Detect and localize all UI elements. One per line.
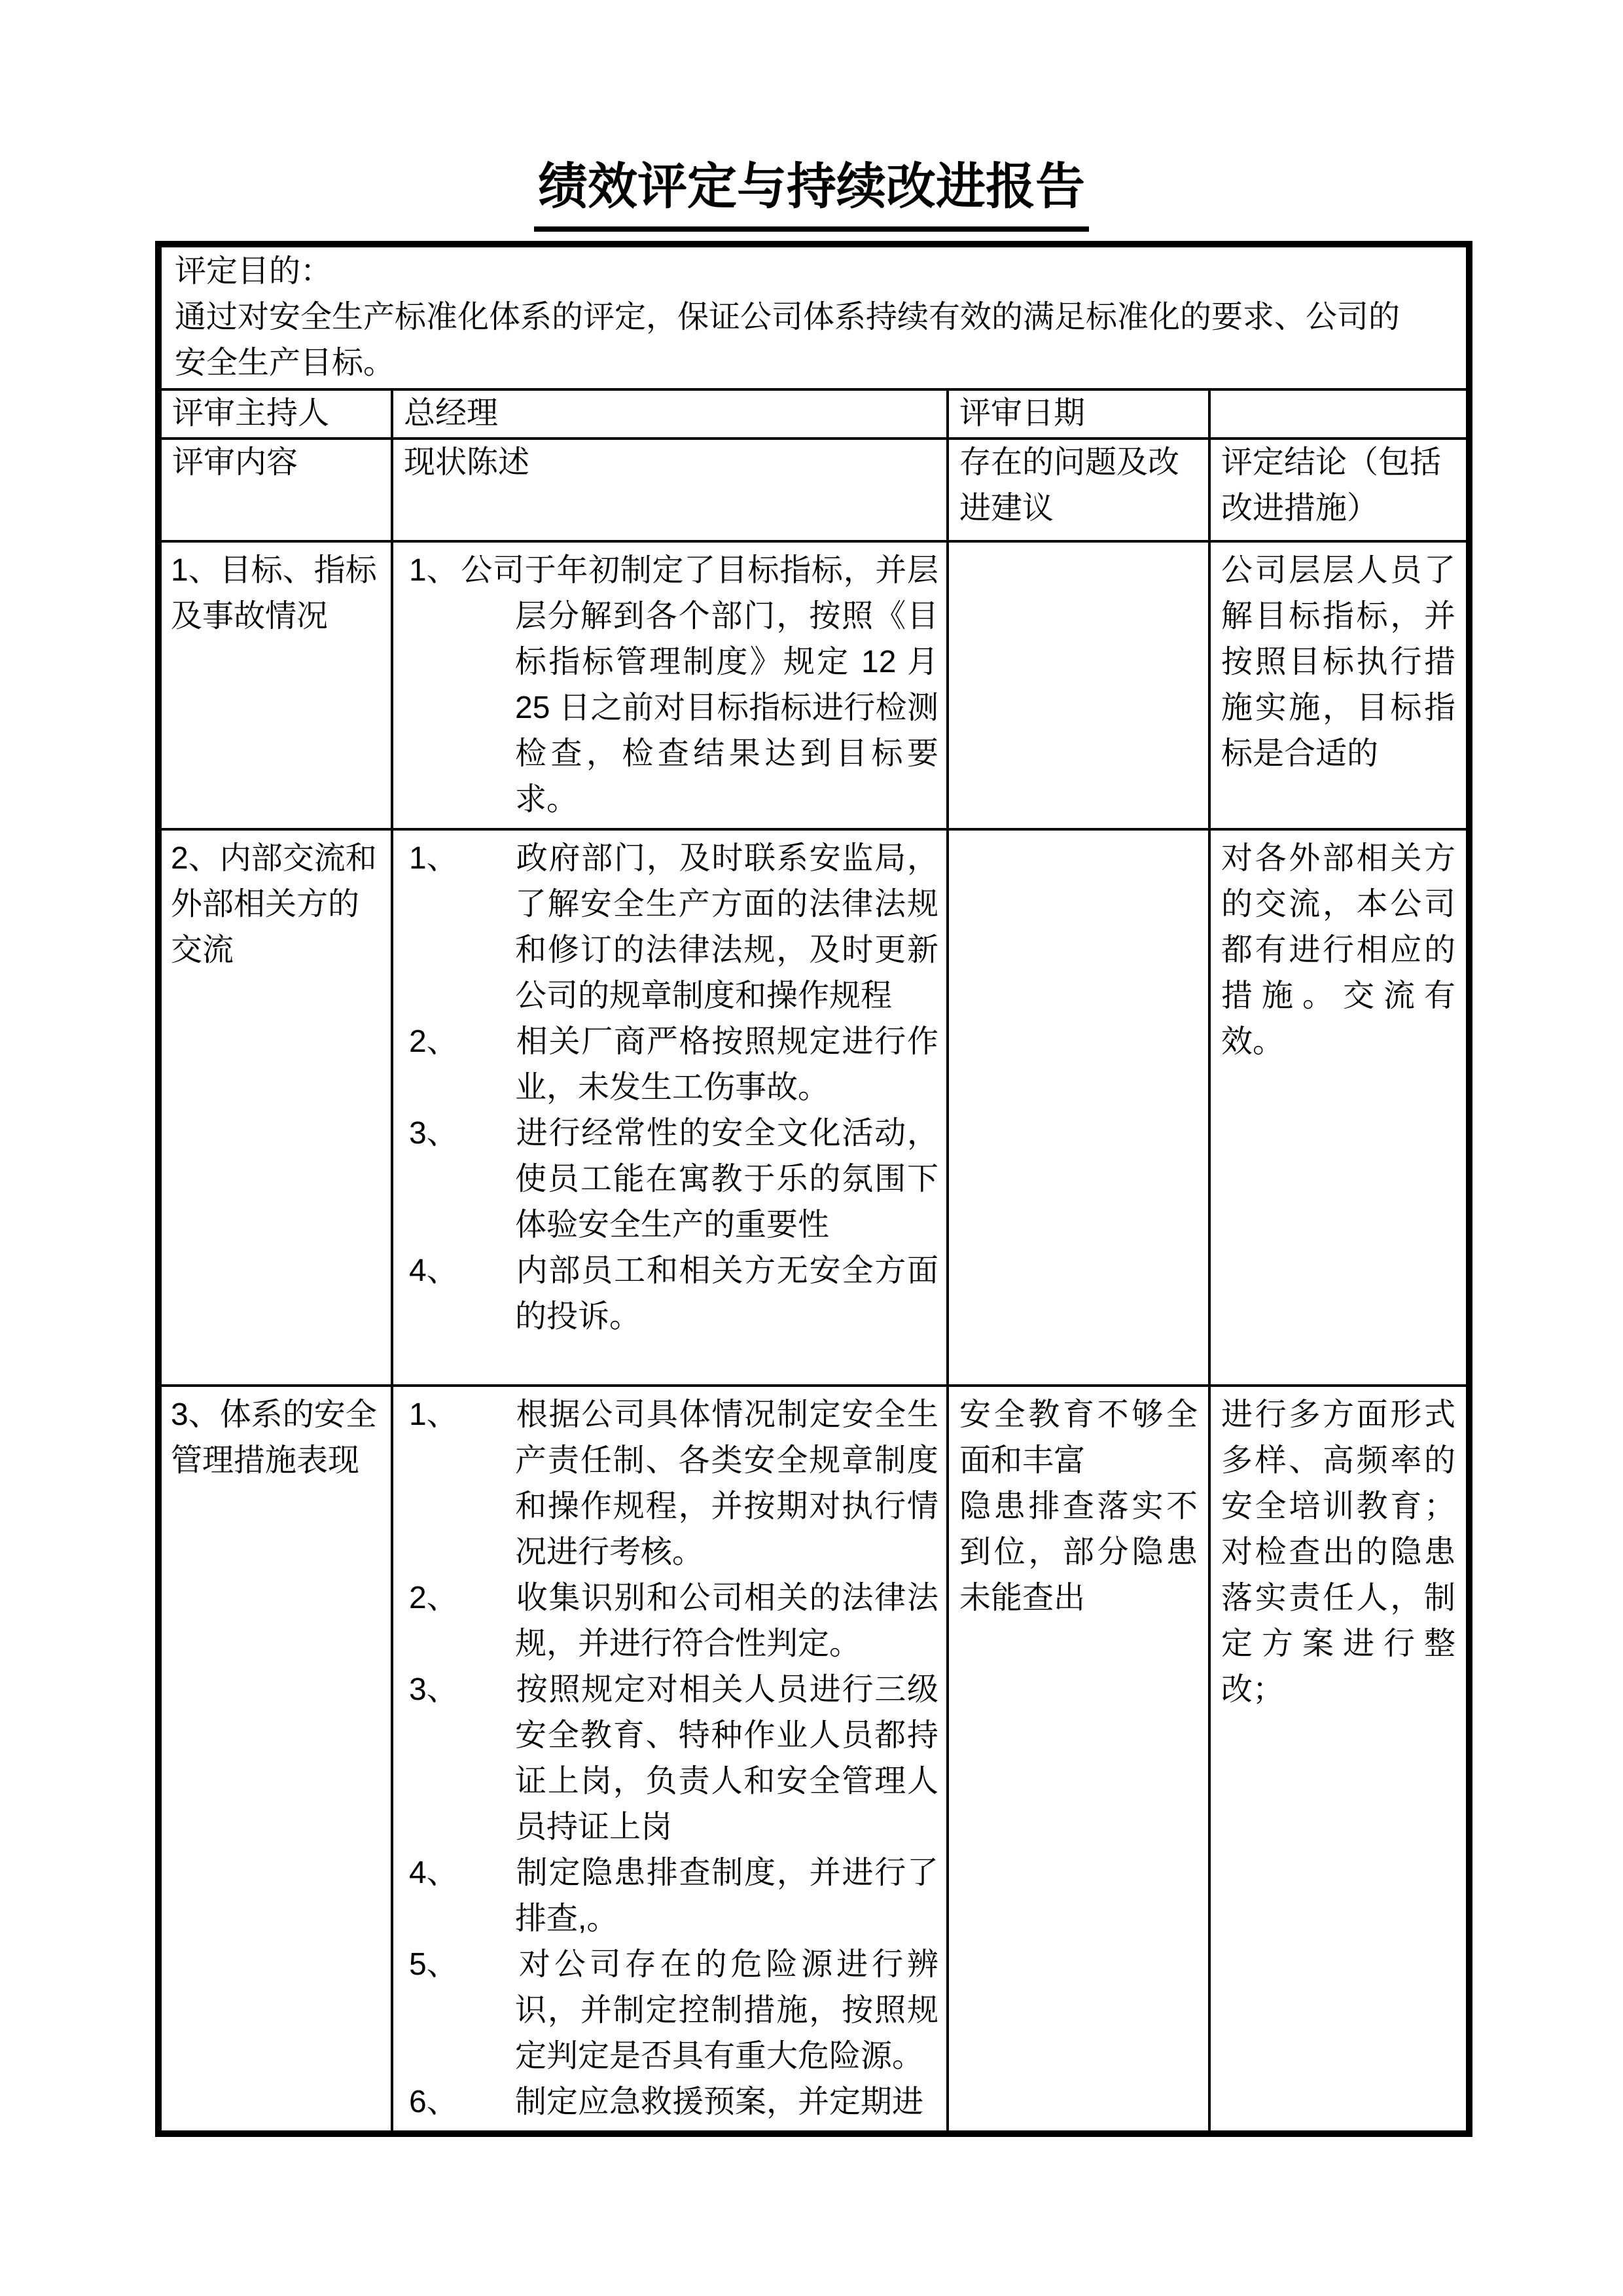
status-item [409,2079,938,2125]
problem-text: 隐患排查落实不到位，部分隐患未能查出 [959,1489,1198,1615]
header-problems: 存在的问题及改进建议 [948,439,1209,541]
item-number: 4、 [409,1856,458,1890]
conclusion-text: 进行多方面形式多样、高频率的安全培训教育；对检查出的隐患落实责任人，制定方案进行整改； [1221,1397,1456,1707]
item-text: 相关厂商严格按照规定进行作业，未发生工伤事故。 [515,1024,938,1105]
status-cell [392,829,948,1386]
conclusion-cell [1209,1386,1469,2134]
status-item [409,1392,938,1575]
problems-cell [948,829,1209,1386]
item-number: 3、 [409,1116,458,1151]
page-title [0,153,1623,232]
item-text: 收集识别和公司相关的法律法规，并进行符合性判定。 [515,1581,938,1661]
item-text: 制定隐患排查制度，并进行了排查,。 [515,1856,938,1936]
date-label-cell: 评审日期 [948,389,1209,439]
status-item [409,836,938,1019]
item-text: 根据公司具体情况制定安全生产责任制、各类安全规章制度和操作规程，并按期对执行情况进行考核。 [515,1397,938,1570]
item-number: 4、 [409,1253,458,1288]
item-number: 3、 [409,1672,458,1707]
host-row [158,389,1469,439]
problems-cell [948,541,1209,829]
status-item [409,548,938,823]
status-item [409,1850,938,1942]
table-row-goals [158,541,1469,829]
item-number: 1、 [409,553,458,588]
category-cell: 1、目标、指标及事故情况 [158,541,392,829]
item-number: 2、 [409,1581,458,1615]
report-table [155,241,1472,2137]
table-row-communication [158,829,1469,1386]
page-title-text: 绩效评定与持续改进报告 [534,153,1089,232]
column-header-row [158,439,1469,541]
purpose-text-line-1: 通过对安全生产标准化体系的评定，保证公司体系持续有效的满足标准化的要求、公司的 [175,300,1400,334]
host-label-cell: 评审主持人 [158,389,392,439]
header-review-content: 评审内容 [158,439,392,541]
item-text: 内部员工和相关方无安全方面的投诉。 [515,1253,938,1334]
conclusion-cell [1209,541,1469,829]
item-number: 6、 [409,2085,458,2119]
item-text: 按照规定对相关人员进行三级安全教育、特种作业人员都持证上岗，负责人和安全管理人员持证上岗 [515,1672,938,1844]
purpose-heading: 评定目的： [175,254,332,289]
status-cell [392,541,948,829]
conclusion-cell [1209,829,1469,1386]
purpose-row [158,244,1469,389]
status-item [409,1575,938,1667]
item-text: 政府部门，及时联系安监局，了解安全生产方面的法律法规和修订的法律法规，及时更新公司的规章制度和操作规程 [515,841,938,1013]
conclusion-text: 对各外部相关方的交流，本公司都有进行相应的措施。交流有效。 [1221,841,1456,1059]
item-text: 制定应急救援预案，并定期进 [515,2085,924,2119]
status-item [409,1942,938,2079]
item-number: 5、 [409,1947,458,1982]
table-row-system [158,1386,1469,2134]
problem-text: 安全教育不够全面和丰富 [959,1397,1198,1478]
status-item [409,1111,938,1248]
item-text: 对公司存在的危险源进行辨识，并制定控制措施，按照规定判定是否具有重大危险源。 [515,1947,938,2073]
status-item [409,1667,938,1850]
status-item [409,1019,938,1111]
purpose-text-line-2: 安全生产目标。 [175,346,395,380]
header-conclusion: 评定结论（包括改进措施） [1209,439,1469,541]
conclusion-text: 公司层层人员了解目标指标，并按照目标执行措施实施，目标指标是合适的 [1221,553,1456,771]
item-number: 2、 [409,1024,458,1059]
category-cell: 3、体系的安全管理措施表现 [158,1386,392,2134]
date-value-cell [1209,389,1469,439]
header-status: 现状陈述 [392,439,948,541]
host-value-cell: 总经理 [392,389,948,439]
item-text: 进行经常性的安全文化活动，使员工能在寓教于乐的氛围下体验安全生产的重要性 [515,1116,938,1242]
category-cell: 2、内部交流和外部相关方的交流 [158,829,392,1386]
status-item [409,1248,938,1340]
purpose-cell [158,244,1469,389]
item-text: 公司于年初制定了目标指标，并层层分解到各个部门，按照《目标指标管理制度》规定 12 月 25 日之前对目标指标进行检测检查，检查结果达到目标要求。 [460,553,938,817]
item-number: 1、 [409,841,458,876]
problems-cell [948,1386,1209,2134]
item-number: 1、 [409,1397,458,1432]
status-cell [392,1386,948,2134]
